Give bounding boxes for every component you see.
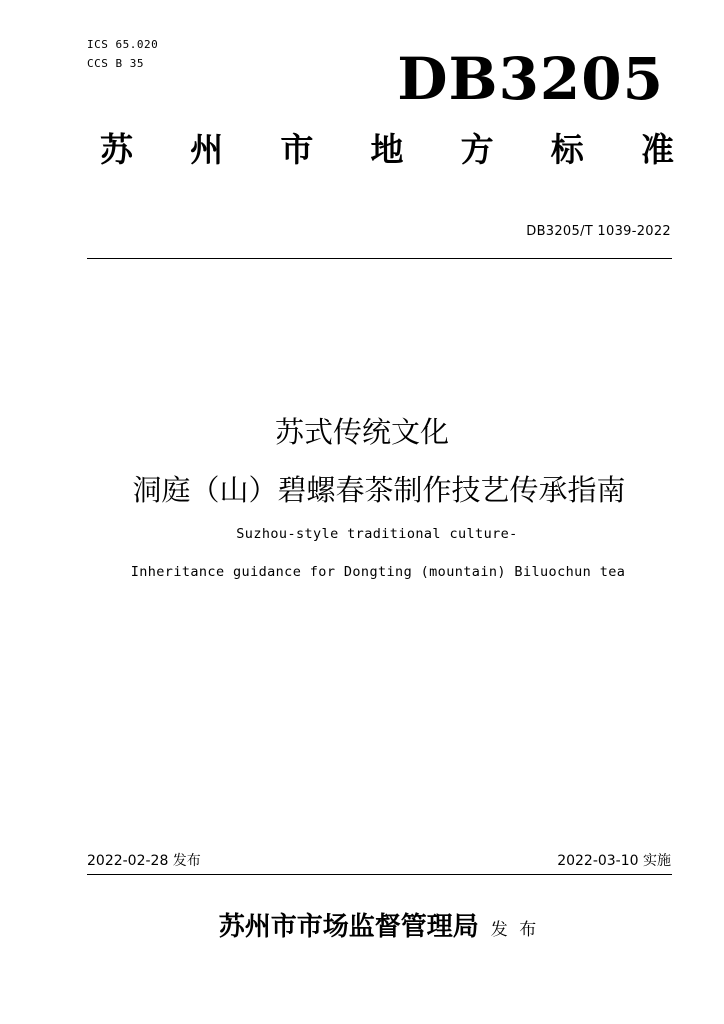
bottom-divider (87, 874, 672, 875)
issuer-name: 苏州市市场监督管理局 (218, 912, 479, 942)
standard-type-heading (100, 124, 674, 171)
db-code-heading: DB3205 (397, 45, 664, 113)
implementation-date: 2022-03-10 实施 (557, 853, 671, 869)
english-title-line-1: Suzhou-style traditional culture- (236, 526, 518, 542)
standard-type-char: 州 (190, 130, 224, 169)
standard-type-char: 方 (460, 130, 494, 169)
standard-type-char: 苏 (100, 130, 133, 169)
title-line-1: 苏式传统文化 (274, 415, 449, 449)
issue-date: 2022-02-28 发布 (87, 853, 201, 869)
top-divider (87, 258, 672, 259)
standard-type-char: 市 (280, 130, 314, 169)
issuer-line (0, 906, 724, 943)
ics-code: ICS 65.020 (87, 38, 159, 51)
issuer-suffix: 发 布 (490, 920, 540, 940)
title-line-2: 洞庭（山）碧螺春茶制作技艺传承指南 (132, 473, 626, 507)
standard-number: DB3205/T 1039-2022 (526, 224, 671, 239)
ccs-code: CCS B 35 (87, 57, 144, 70)
standard-type-char: 标 (550, 130, 584, 169)
standard-type-char: 地 (370, 130, 404, 169)
english-title-line-2: Inheritance guidance for Dongting (mountain) Biluochun tea (130, 564, 626, 580)
standard-type-char: 准 (640, 130, 674, 169)
